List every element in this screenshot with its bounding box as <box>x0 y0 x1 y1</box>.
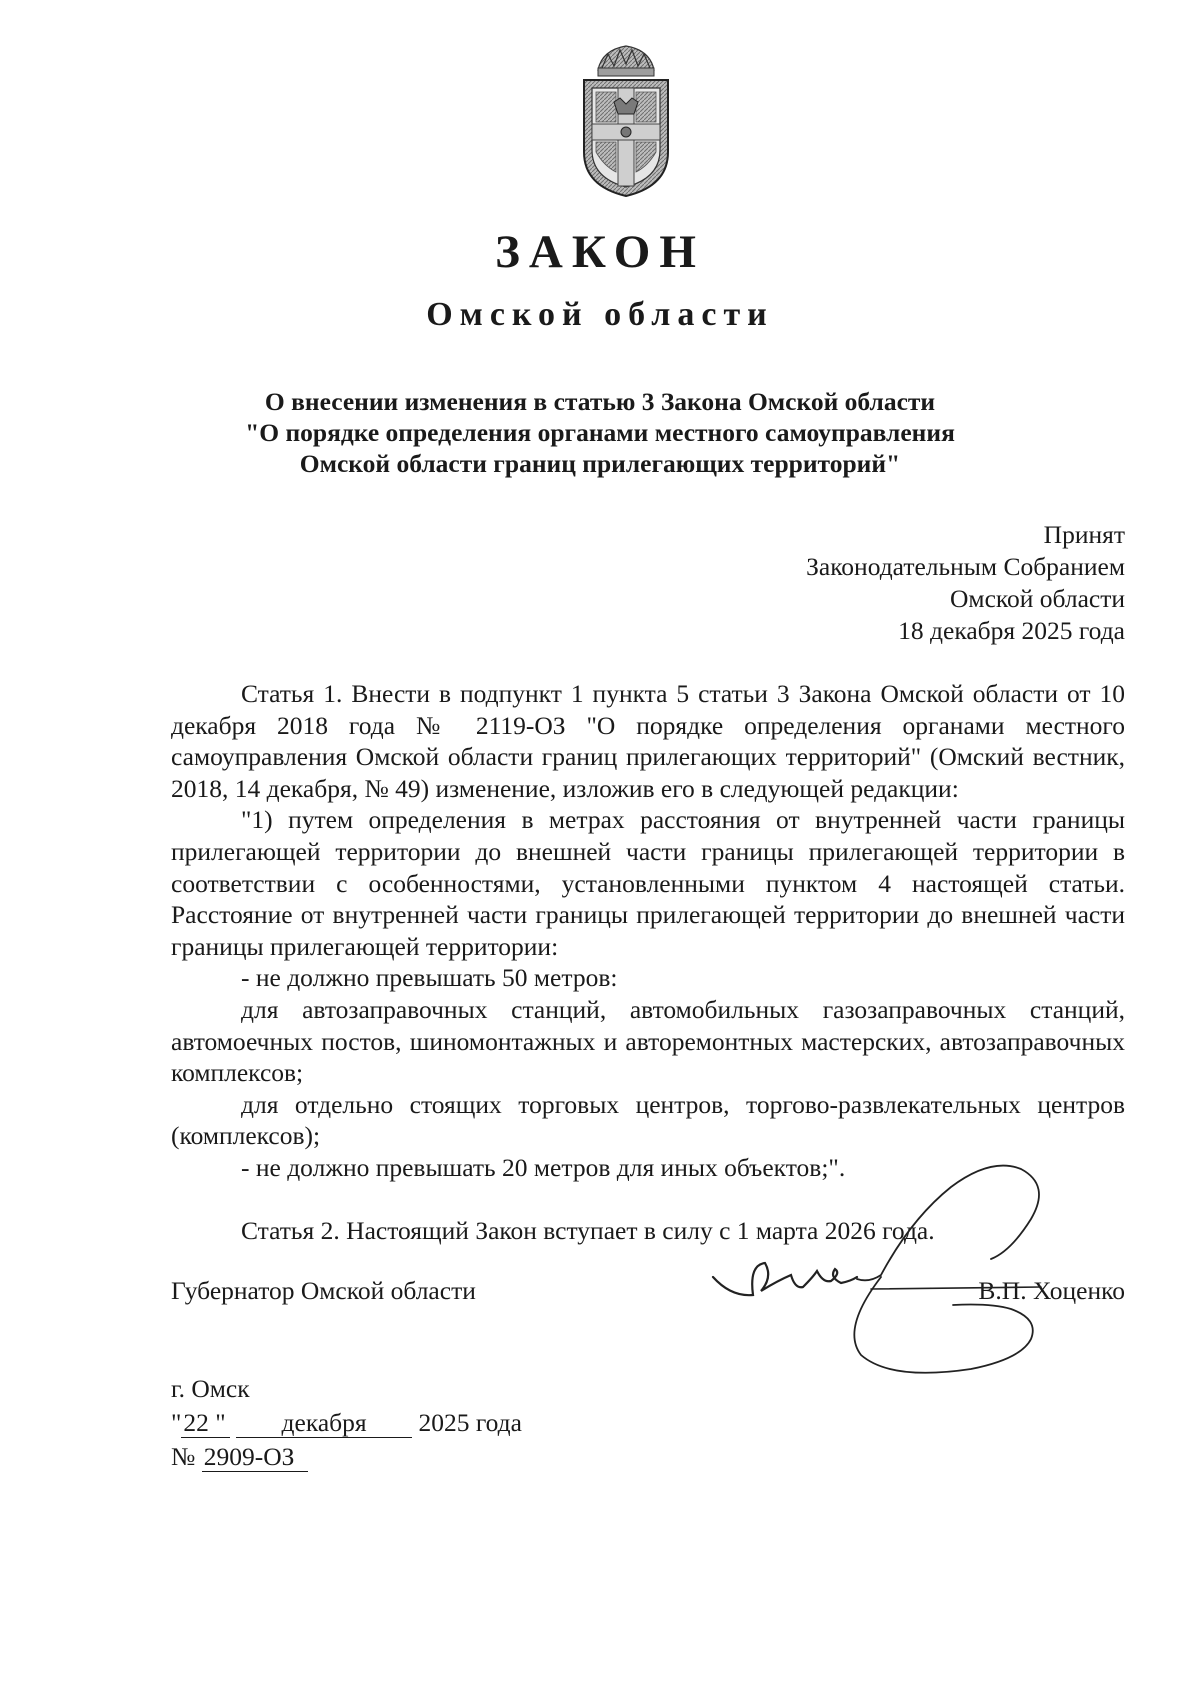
article-2-paragraph: Статья 2. Настоящий Закон вступает в силу с 1 марта 2026 года. <box>241 1215 935 1245</box>
adoption-date: 18 декабря 2025 года <box>898 616 1125 645</box>
adoption-line: Омской области <box>950 584 1125 613</box>
coat-of-arms-emblem <box>568 40 684 200</box>
article-1-paragraph: Статья 1. Внести в подпункт 1 пункта 5 статьи 3 Закона Омской области от 10 декабря 2018 года № 2119-ОЗ "О порядке определения органами местного самоуправления Омской области границ прилегающих территорий" (Омский вестник, 2018, 14 декабря, № 49) изменение, изложив его в следующей редакции: <box>171 679 1125 803</box>
law-subject-line: О внесении изменения в статью 3 Закона Омской области <box>264 387 936 416</box>
law-title: ЗАКОН <box>495 226 705 278</box>
date-quote: " <box>171 1408 182 1437</box>
document-footer <box>171 1372 522 1474</box>
date-day: 22 " <box>181 1409 229 1438</box>
number-value: 2909-ОЗ <box>202 1443 309 1472</box>
number-prefix: № <box>171 1442 196 1471</box>
adoption-line: Принят <box>1043 520 1125 549</box>
law-subject-line: Омской области границ прилегающих территорий" <box>299 449 901 478</box>
law-region: Омской области <box>426 296 774 333</box>
handwritten-signature <box>691 1159 1101 1379</box>
adoption-line: Законодательным Собранием <box>806 552 1125 581</box>
limit-50-paragraph: - не должно превышать 50 метров: <box>241 963 618 993</box>
law-number <box>171 1440 522 1474</box>
subpoint-1-paragraph: "1) путем определения в метрах расстояния от внутренней части границы прилегающей территории до внешней части границы прилегающей территории в соответствии с особенностями, установленными пунктом 4 настоящей статьи. Расстояние от внутренней части границы прилегающей территории до внешней части границы прилегающей территории: <box>171 805 1125 961</box>
signing-date <box>171 1406 522 1440</box>
governor-title: Губернатор Омской области <box>171 1276 476 1305</box>
shopping-centers-paragraph: для отдельно стоящих торговых центров, торгово-развлекательных центров (комплексов); <box>171 1089 1125 1151</box>
adoption-block <box>806 519 1125 647</box>
date-year: 2025 года <box>418 1408 522 1437</box>
governor-name: В.П. Хоценко <box>978 1276 1125 1305</box>
date-month: декабря <box>236 1409 412 1438</box>
limit-20-paragraph: - не должно превышать 20 метров для иных объектов;". <box>241 1152 846 1182</box>
fuel-stations-paragraph: для автозаправочных станций, автомобильных газозаправочных станций, автомоечных постов, шиномонтажных и авторемонтных мастерских, автозаправочных комплексов; <box>171 994 1125 1088</box>
law-subject-line: "О порядке определения органами местного самоуправления <box>245 418 955 447</box>
city-label: г. Омск <box>171 1374 250 1403</box>
law-subject-heading <box>0 386 1200 479</box>
